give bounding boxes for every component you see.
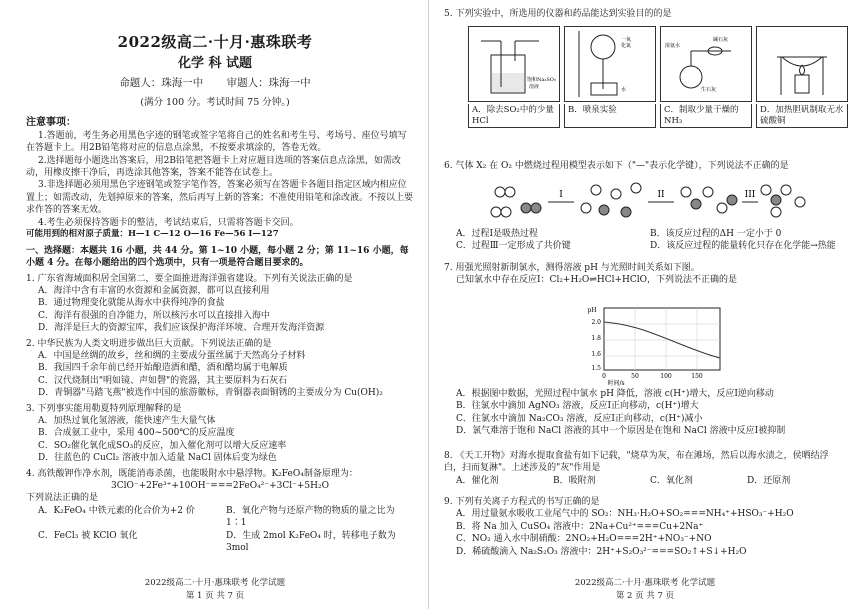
option-a: A．除去SO₂中的少量HCl	[468, 104, 560, 128]
question-stem: 3. 下列事实能用勒夏特列原理解释的是	[26, 403, 182, 414]
option-c: C．氧化剂	[650, 475, 693, 486]
svg-text:浓氨水: 浓氨水	[665, 43, 681, 49]
notice-item: 1.答题前，考生务必用黑色字迹的钢笔或签字笔将自己的姓名和考生号、考场号、座位号填写在答题卡上。用2B铅笔将对应的信息点涂黑，不按要求填涂的，答卷无效。	[26, 130, 407, 154]
svg-text:生石灰: 生石灰	[701, 87, 717, 93]
apparatus-d-figure	[756, 26, 848, 102]
option-c: C．汉代烧制出"明如镜、声如磬"的瓷器，其主要原料为石灰石	[38, 375, 288, 386]
svg-text:化氮: 化氮	[621, 43, 632, 49]
ph-time-graph	[580, 304, 730, 386]
question-ask: 下列说法正确的是	[26, 493, 99, 504]
option-b: B．喷泉实验	[564, 104, 656, 128]
option-d: D．青铜器"马踏飞燕"被选作中国的旅游徽标，青铜器表面铜锈的主要成分为 Cu(OH)₂	[38, 388, 383, 399]
footer-page: 第 1 页 共 7 页	[185, 591, 245, 601]
x-axis-label: 时间/s	[607, 380, 625, 386]
y-tick: 1.8	[591, 335, 601, 342]
option-b: B．氧化产物与还原产物的物质的量之比为 1∶1	[226, 505, 395, 529]
x-tick: 0	[602, 373, 606, 380]
footer-title: 2022级高二·十月·惠珠联考 化学试题	[144, 578, 286, 588]
option-d: D．加热胆矾制取无水硫酸铜	[756, 104, 848, 128]
option-a: A．中国是丝绸的故乡，丝和绸的主要成分蛋丝属于天然高分子材料	[38, 351, 306, 362]
exam-title: 2022级高二·十月·惠珠联考	[117, 33, 313, 51]
notice-item: 3.非选择题必须用黑色字迹钢笔或签字笔作答，答案必须写在答题卡各题目指定区域内相应位置上；如需改动，先划掉原来的答案，然后再写上新的答案；不准使用铅笔和涂改液。不按以上要求作答的答案无效。	[26, 180, 414, 216]
ammonia-apparatus-icon	[661, 27, 751, 101]
question-2	[26, 338, 414, 400]
option-d: D．氯气难溶于饱和 NaCl 溶液的其中一个原因是在饱和 NaCl 溶液中反应Ⅰ被抑制	[456, 426, 786, 437]
y-tick: 2.0	[591, 319, 601, 326]
option-b: B．吸附剂	[553, 475, 596, 486]
option-c: C．制取少量干燥的NH₃	[660, 104, 752, 128]
svg-text:饱和Na₂SO₃: 饱和Na₂SO₃	[527, 77, 556, 83]
page-divider	[428, 0, 429, 609]
option-d: D．往蓝色的 CuCl₂ 溶液中加入适量 NaCl 固体后变为绿色	[38, 453, 277, 464]
step-label: I	[559, 190, 563, 200]
option-b: B．通过物理变化就能从海水中获得纯净的食盐	[38, 298, 225, 309]
option-d: D．海洋是巨大的资源宝库，我们应该保护海洋环境、合理开发海洋资源	[38, 323, 325, 334]
apparatus-a-figure	[468, 26, 560, 102]
apparatus-b-figure	[564, 26, 656, 102]
option-a: A．海洋中含有丰富的水资源和金属资源，都可以直接利用	[38, 285, 270, 296]
footer-title: 2022级高二·十月·惠珠联考 化学试题	[574, 578, 716, 588]
option-c: C．FeCl₃ 被 KClO 氧化	[38, 530, 138, 541]
question-1	[26, 273, 414, 335]
subject-title: 化学 科 试题	[177, 56, 253, 71]
notice-section	[26, 116, 414, 555]
x-tick: 100	[660, 373, 672, 380]
question-8	[444, 450, 844, 487]
option-c: C．海洋有很强的自净能力，所以核污水可以直接排入海中	[38, 310, 270, 321]
option-c: C．往氯水中滴加 Na₂CO₃ 溶液，反应Ⅰ正向移动，c(H⁺)减小	[456, 413, 703, 424]
question-stem: 4. 高铁酸钾作净水剂，既能消毒杀菌，也能吸附水中悬浮物。K₂FeO₄制备原理为：	[26, 468, 358, 479]
y-tick: 1.5	[591, 365, 601, 372]
svg-text:水: 水	[621, 87, 627, 93]
y-tick: 1.6	[591, 351, 601, 358]
apparatus-figures	[468, 26, 848, 102]
fountain-flask-icon	[565, 27, 655, 101]
question-sub: 已知氯水中存在反应Ⅰ：Cl₂+H₂O⇌HCl+HClO，下列说法不正确的是	[456, 275, 737, 286]
option-c: C．SO₂催化氧化成SO₃的反应，加入催化剂可以增大反应速率	[38, 440, 287, 451]
equation: 3ClO⁻+2Fe³⁺+10OH⁻===2FeO₄²⁻+3Cl⁻+5H₂O	[111, 481, 329, 492]
option-c: C．过程Ⅲ一定形成了共价键	[456, 241, 571, 252]
option-b: B．我国四千余年前已经开始酿造酒和醋，酒和醋均属于电解质	[38, 363, 288, 374]
question-stem: 9. 下列有关离子方程式的书写正确的是	[444, 497, 600, 507]
section-intro: 一、选择题：本题共 16 小题，共 44 分。第 1~10 小题，每小题 2 分；第 11~16 小题，每小题 4 分。在每小题给出的四个选项中，只有一项是符合题目要求的。	[26, 245, 409, 269]
option-a: A．加热过氧化氢溶液，能快速产生大量气体	[38, 416, 216, 427]
question-stem: 8. 《天工开物》对海水提取食盐有如下记载，"烧草为灰，布在滩场，然后以海水渍之，侯晒结浮白，扫而复淋"。上述涉及的"灰"作用是	[444, 451, 829, 474]
option-a: A．用过量氨水吸收工业尾气中的 SO₂：NH₃·H₂O+SO₂===NH₄⁺+HSO₃⁻+H₂O	[456, 509, 794, 520]
footer-page: 第 2 页 共 7 页	[615, 591, 675, 601]
option-c: C．NO₂ 通入水中制硝酸：2NO₂+H₂O===2H⁺+NO₃⁻+NO	[456, 534, 712, 545]
atomic-masses: 可能用到的相对原子质量：H—1 C—12 O—16 Fe—56 I—127	[26, 229, 279, 240]
score-line: (满分 100 分。考试时间 75 分钟。)	[140, 97, 290, 108]
question-4	[26, 468, 414, 555]
svg-text:溶液: 溶液	[529, 84, 540, 90]
apparatus-captions	[468, 104, 848, 128]
x-tick: 150	[691, 373, 703, 380]
question-9	[444, 496, 844, 558]
question-7-text	[444, 262, 844, 287]
step-label: II	[657, 190, 665, 200]
notice-heading: 注意事项：	[26, 117, 76, 128]
notice-item: 4.考生必须保持答题卡的整洁，考试结束后，只需将答题卡交回。	[38, 217, 299, 228]
option-d: D．还原剂	[747, 475, 791, 486]
option-d: D．生成 2mol K₂FeO₄ 时，转移电子数为 3mol	[226, 530, 396, 554]
question-stem: 2. 中华民族为人类文明进步做出巨大贡献。下列说法正确的是	[26, 338, 272, 349]
option-b: B．该反应过程的ΔH 一定小于 0	[650, 229, 782, 239]
svg-text:一氧: 一氧	[621, 37, 632, 43]
notice-item: 2.选择题每小题选出答案后，用2B铅笔把答题卡上对应题目选项的答案信息点涂黑，如需改动，用橡皮擦干净后，再选涂其他答案，答案不能答在试卷上。	[26, 155, 401, 179]
option-a: A．催化剂	[456, 475, 499, 486]
y-axis-label: pH	[587, 307, 597, 314]
question-6-stem: 6. 气体 X₂ 在 O₂ 中燃烧过程用模型表示如下（"—"表示化学键），下列说法不正确的是	[444, 161, 789, 171]
question-stem: 1. 广东省海域面积居全国第二，要全面推进海洋强省建设。下列有关说法正确的是	[26, 273, 353, 284]
option-b: B．往氯水中滴加 AgNO₃ 溶液，反应Ⅰ正向移动，c(H⁺)增大	[456, 401, 699, 412]
option-a: A．根据图中数据，光照过程中氯水 pH 降低，溶液 c(H⁺)增大，反应Ⅰ逆向移动	[456, 389, 774, 399]
question-5-stem: 5. 下列实验中，所选用的仪器和药品能达到实验目的的是	[444, 9, 672, 19]
author-line: 命题人：珠海一中 审题人：珠海一中	[119, 77, 311, 89]
option-d: D．该反应过程的能量转化只存在化学能→热能	[650, 241, 836, 252]
option-b: B．将 Na 加入 CuSO₄ 溶液中：2Na+Cu²⁺===Cu+2Na⁺	[456, 521, 704, 532]
question-3	[26, 403, 414, 465]
option-b: B．合成氨工业中，采用 400~500℃的反应温度	[38, 428, 235, 439]
evaporating-dish-icon	[757, 27, 847, 101]
gas-washing-bottle-icon	[469, 27, 559, 101]
molecule-model-diagram	[486, 178, 816, 224]
option-a: A．过程Ⅰ是吸热过程	[456, 229, 539, 239]
option-a: A．K₂FeO₄ 中铁元素的化合价为+2 价	[38, 505, 195, 516]
step-label: III	[744, 190, 756, 200]
svg-text:碱石灰: 碱石灰	[713, 37, 729, 43]
question-6-options	[444, 228, 844, 253]
question-stem: 7. 用强光照射新制氯水，测得溶液 pH 与光照时间关系如下图。	[444, 263, 700, 273]
page-2	[430, 0, 860, 609]
question-7-options	[444, 388, 844, 438]
apparatus-c-figure	[660, 26, 752, 102]
x-tick: 50	[631, 373, 639, 380]
option-d: D．稀硫酸滴入 Na₂S₂O₃ 溶液中：2H⁺+S₂O₃²⁻===SO₂↑+S↓+H₂O	[456, 546, 747, 557]
